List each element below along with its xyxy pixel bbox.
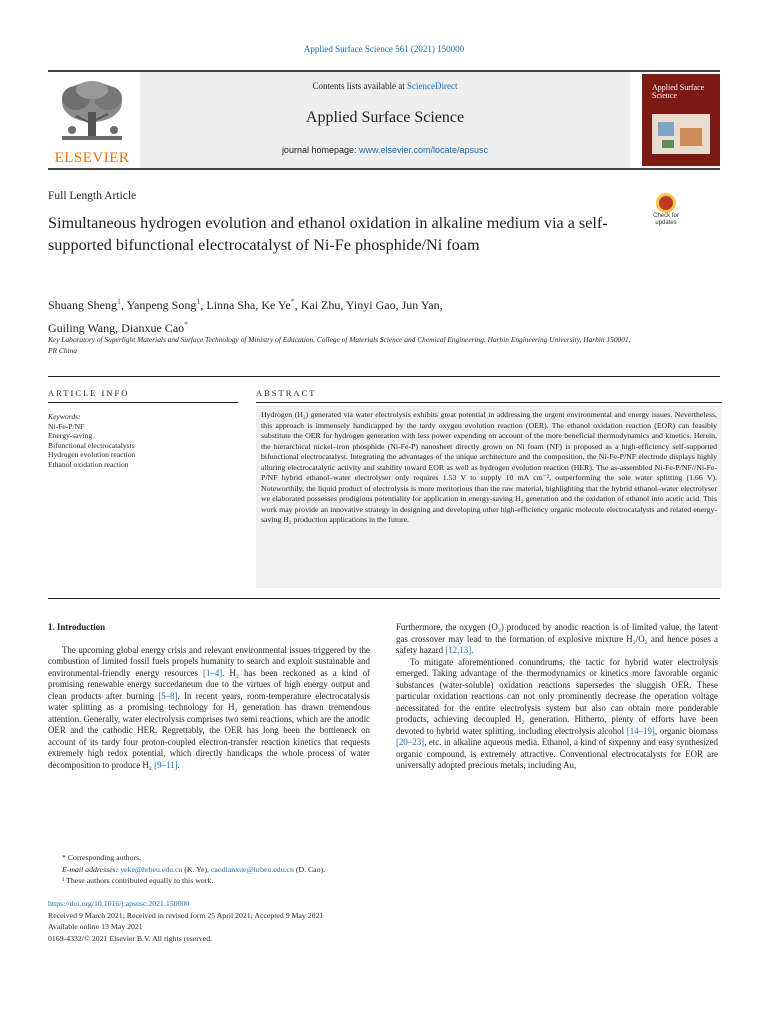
journal-cover-thumbnail[interactable] [642,74,720,166]
divider [48,376,720,377]
author-name[interactable]: Jun Yan [401,298,440,312]
author-footnote-mark[interactable]: 1 [117,297,121,306]
divider [48,598,720,599]
footnote-emails [48,864,608,876]
author-separator: , [200,298,207,312]
paragraph-text: Furthermore, the oxygen (O₂) produced by anodic reaction is of limited value, the latent gas crossover may lead to the formation of explosive mixture H₂/O₂ and hence poses a safety hazard [396,622,718,655]
contents-line [140,81,630,91]
abstract-text: Hydrogen (H₂) generated via water electrolysis exhibits great potential in addressing the urgent environmental and energy issues. Nevertheless, this approach is immensely handicapped by the tardy oxygen evolution reaction (OER). The ethanol oxidation reaction (EOR) can feasibly substitute the OER for hydrogen generation with less power expending on account of the more beneficial thermodynamics and kinetics. Herein, the hierarchical nickel–iron phosphide (Ni-Fe-P) nanosheet directly grown on Ni foam (NF) is proposed as a high-efficiency self-supported bifunctional electrocatalyst. Integrating the advantages of the unique architecture and the composition, the Ni-Fe-P/NF electrode displays highly alluring electrocatalytic activity and stability toward EOR as well as hydrogen evolution reaction (HER). The as-assembled Ni-Fe-P/NF//Ni-Fe-P/NF hybrid ethanol–water electrolyser only requires 1.53 V to supply 10 mA cm⁻², outperforming the sole water splitting (1.66 V). Noteworthily, the liquid product of electrolysis is more meritorious than the raw material, highlighting that the hybrid ethanol–water electrolyser we elaborated possesses prodigious potentiality for application in energy-saving H₂ generation and the oxidation of ethanol into acetic acid. This work may provide an innovative strategy in designing and developing other high-efficiency organic molecule electrocatalysts and related energy-saving H₂ production applications in the future. [261,410,717,524]
footnote-corresponding: * Corresponding authors. [62,853,142,862]
paragraph-text: The upcoming global energy crisis and relevant environmental issues triggered by the combustion of limited fossil fuels propels humanity to search and exploit sustainable and environmental-friendly energy resources [48,644,370,678]
author-name[interactable]: Linna Sha [206,298,256,312]
paragraph-text: . [177,759,180,770]
author-name[interactable]: Guiling Wang [48,321,116,335]
received-dates: Received 9 March 2021; Received in revised form 25 April 2021; Accepted 9 May 2021 [48,910,324,920]
reference-link[interactable]: [12,13] [445,645,472,655]
email-link[interactable]: caodianxue@hrbeu.edu.cn [210,864,294,874]
body-paragraph [396,622,718,657]
author-name[interactable]: Yinyi Gao [345,298,396,312]
cover-artwork [652,114,710,154]
journal-homepage-link[interactable]: www.elsevier.com/locate/apsusc [359,145,489,155]
abstract-box [256,406,722,588]
author-footnote-mark[interactable]: 1 [196,297,201,306]
reference-link[interactable]: [1–4] [202,667,223,678]
author-separator: , [121,298,127,312]
body-paragraph [396,657,718,772]
journal-masthead [48,70,720,170]
footnote-equal-contribution: ¹ These authors contributed equally to this work. [62,876,214,886]
reference-link[interactable]: [9–11] [154,759,178,770]
body-column-left [48,622,370,771]
abstract-heading: ABSTRACT [256,388,317,398]
author-affiliation: Key Laboratory of Superlight Materials and Surface Technology of Ministry of Education, College of Materials Science and Chemical Engineering, Harbin Engineering University, Harbin 150001, PR China [48,335,631,355]
keyword: Ethanol oxidation reaction [48,459,129,469]
reference-link[interactable]: [5–8] [158,690,178,701]
check-for-updates-button[interactable] [644,193,688,231]
cover-graphic [680,128,702,146]
reference-link[interactable]: [20–23] [396,737,425,747]
keywords-block [48,412,238,470]
paragraph-text: . [471,645,474,655]
email-link[interactable]: yeke@hrbeu.edu.cn [120,864,183,874]
elsevier-logo [48,78,136,170]
article-type: Full Length Article [48,190,137,202]
author-name[interactable]: Yanpeng Song [126,298,197,312]
keyword: Bifunctional electrocatalysts [48,440,135,450]
paragraph-text: , etc. in alkaline aqueous media. Ethanol, a kind of sixpenny and easy synthesized organic compound, is extremely attractive. Conventional electrocatalysts for EOR are universally adopted precious metals, including Au, [396,737,718,770]
author-separator: , [255,298,262,312]
article-info-heading: ARTICLE INFO [48,388,130,398]
journal-name: Applied Surface Science [305,109,465,126]
author-name[interactable]: Shuang Sheng [48,298,117,312]
author-separator: , [439,298,443,312]
publisher-wordmark: ELSEVIER [54,150,130,166]
email-label: E-mail addresses: [62,864,121,874]
keywords-label: Keywords: [48,412,81,421]
paragraph-text: To mitigate aforementioned conundrums, the tactic for hybrid water electrolysis emerged. Taking advantage of the thermodynamics or kinetics more favorable organic substances (water-soluble) oxidation reactions supersedes the sluggish OER. These particular oxidation reactions can not only prominently decrease the operation voltage necessitated for the entire electrolysis system but also can obtain more ponderable products, achieving decoupled H₂ generation. Hitherto, plenty of efforts have been devoted to hybrid water splitting, including electrolysis alcohol [396,656,718,736]
check-updates-label: Check for updates [653,213,679,226]
author-name[interactable]: Kai Zhu [300,298,341,312]
body-paragraph [48,645,370,772]
elsevier-tree-icon [52,78,132,148]
divider [48,402,238,403]
reference-link[interactable]: [14–19] [626,725,655,736]
homepage-line [140,145,630,155]
author-separator: , [294,298,301,312]
paragraph-text: . H₂ has been reckoned as a kind of promising renewable energy succedaneum due to the virtues of high energy output and clean products after burning [48,667,370,701]
cover-title: Applied Surface Science [652,83,705,100]
paragraph-text: , organic biomass [654,725,718,736]
author-name[interactable]: Dianxue Cao [121,321,185,335]
keyword: Ni-Fe-P/NF [48,421,85,431]
homepage-prefix: journal homepage: [281,145,359,155]
check-updates-icon [656,193,676,213]
author-footnote-mark[interactable]: * [184,320,189,329]
body-column-right [396,622,718,772]
doi-link[interactable]: https://doi.org/10.1016/j.apsusc.2021.150000 [48,899,190,908]
author-list [48,292,668,338]
author-separator: , [115,321,122,335]
available-online: Available online 13 May 2021 [48,922,143,932]
keyword: Energy-saving [48,431,93,441]
author-footnote-mark[interactable]: * [290,297,295,306]
journal-citation[interactable]: Applied Surface Science 561 (2021) 150000 [303,44,465,54]
cover-graphic [658,122,674,136]
journal-info-panel [140,72,630,168]
copyright: 0169-4332/© 2021 Elsevier B.V. All rights reserved. [48,933,213,943]
cover-graphic [662,140,674,148]
keyword: Hydrogen evolution reaction [48,450,136,460]
footnotes [48,852,608,887]
email-owner: (D. Cao). [293,864,326,874]
author-separator: , [340,298,346,312]
email-owner: (K. Ye), [182,864,211,874]
divider [256,402,722,403]
author-separator: , [395,298,402,312]
section-heading-introduction: 1. Introduction [48,622,106,632]
article-title: Simultaneous hydrogen evolution and ethanol oxidation in alkaline medium via a self-supported bifunctional electrocatalyst of Ni-Fe phosphide/Ni foam [48,214,608,254]
contents-prefix: Contents lists available at [312,81,407,91]
sciencedirect-link[interactable]: ScienceDirect [407,81,458,91]
paragraph-text: . In recent years, room-temperature electrocatalysis water splitting as a promising technology for H₂ generation has drawn tremendous attention. Generally, water electrolysis comprises two semi reactions, which are the anodic OER and the cathodic HER. Regrettably, the OER has long been the bottleneck on account of its tardy four proton-coupled electron-transfer reaction kinetics that requests extremely high redox potential, which directly handicaps the whole process of water decomposition to produce H₂ [48,690,370,770]
publication-info [48,898,608,944]
author-name[interactable]: Ke Ye [261,298,291,312]
